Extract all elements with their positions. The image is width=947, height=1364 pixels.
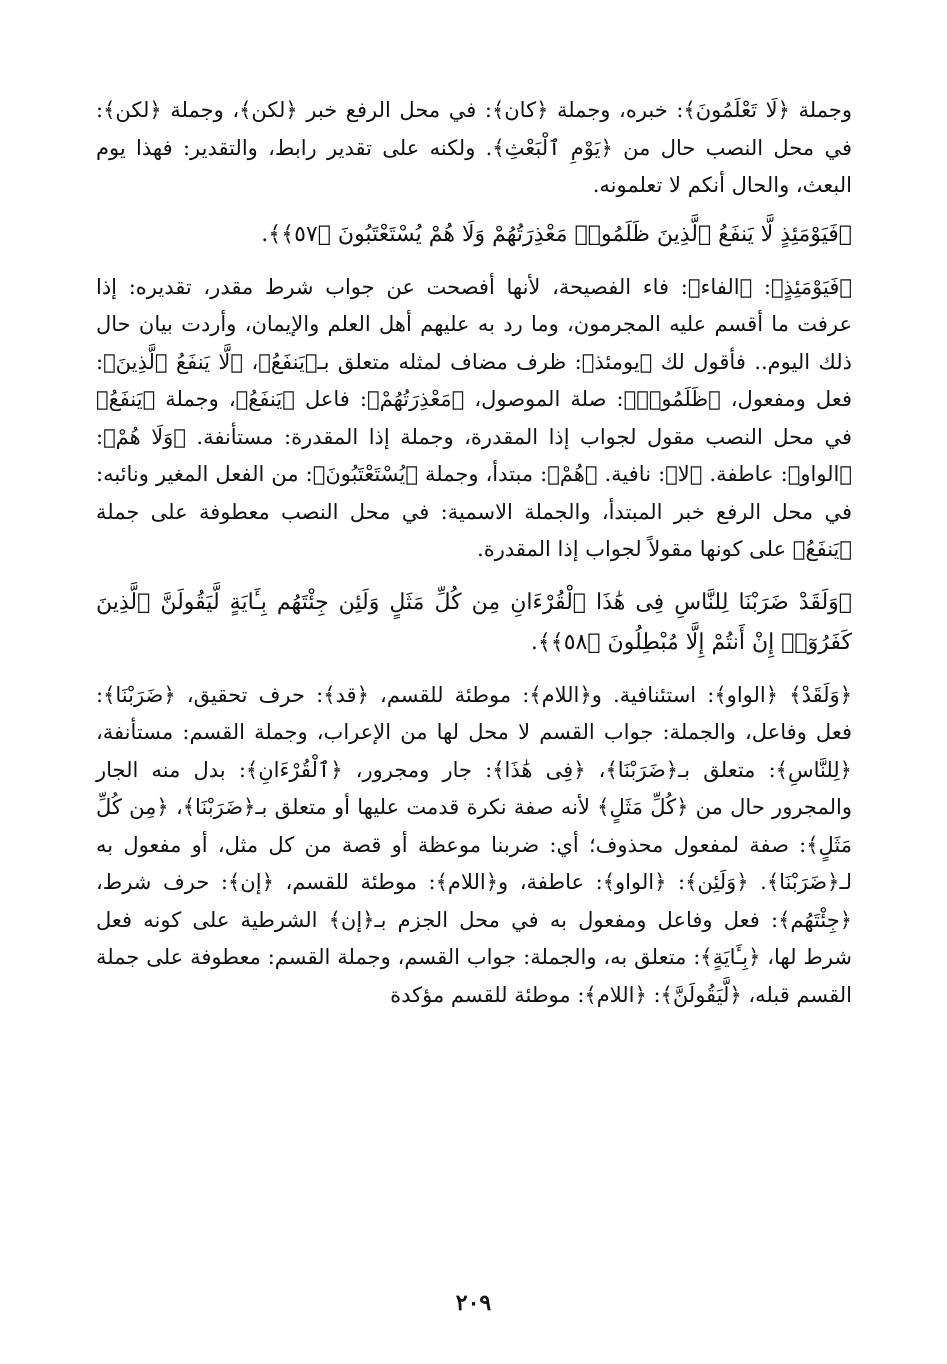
- paragraph-i3rab-verse-57: ﴿فَيَوْمَئِذٍ﴾: ﴿الفاء﴾: فاء الفصيحة، لأنها أفصحت عن جواب شرط مقدر، تقديره: إذا عرفت ما أقسم عليه المجرمون، وما رد به عليهم أهل العلم والإيمان، وأردت بيان حال ذلك اليوم.. فأقول لك ﴿يومئذ﴾: ظرف مضاف لمثله متعلق بـ﴿يَنفَعُ﴾، ﴿لَّا يَنفَعُ ٱلَّذِينَ﴾: فعل ومفعول، ﴿ظَلَمُوا۟﴾: صلة الموصول، ﴿مَعْذِرَتُهُمْ﴾: فاعل ﴿يَنفَعُ﴾، وجملة ﴿يَنفَعُ﴾ في محل النصب مقول لجواب إذا المقدرة، وجملة إذا المقدرة: مستأنفة. ﴿وَلَا هُمْ﴾: ﴿الواو﴾: عاطفة. ﴿لا﴾: نافية. ﴿هُمْ﴾: مبتدأ، وجملة ﴿يُسْتَعْتَبُونَ﴾: من الفعل المغير ونائبه: في محل الرفع خبر المبتدأ، والجملة الاسمية: في محل النصب معطوفة على جملة ﴿يَنفَعُ﴾ على كونها مقولاً لجواب إذا المقدرة.: [96, 274, 852, 561]
- paragraph-i3rab-intro: وجملة ﴿لَا تَعْلَمُونَ﴾: خبره، وجملة ﴿كان﴾: في محل الرفع خبر ﴿لكن﴾، وجملة ﴿لكن﴾: في محل النصب حال من ﴿يَوْمِ ٱلْبَعْثِ﴾. ولكنه على تقدير رابط، والتقدير: فهذا يوم البعث، والحال أنكم لا تعلمونه.: [96, 98, 852, 197]
- quran-verse-57: ﴿فَيَوْمَئِذٍ لَّا يَنفَعُ ٱلَّذِينَ ظَلَمُوا۟ مَعْذِرَتُهُمْ وَلَا هُمْ يُسْتَعْتَبُونَ ﴿٥٧﴾﴾.: [261, 221, 852, 247]
- paragraph-i3rab-verse-58: ﴿وَلَقَدْ﴾ ﴿الواو﴾: استئنافية. و﴿اللام﴾: موطئة للقسم، ﴿قد﴾: حرف تحقيق، ﴿ضَرَبْنَا﴾: فعل وفاعل، والجملة: جواب القسم لا محل لها من الإعراب، وجملة القسم: مستأنفة، ﴿لِلنَّاسِ﴾: متعلق بـ﴿ضَرَبْنَا﴾، ﴿فِى هَٰذَا﴾: جار ومجرور، ﴿ٱلْقُرْءَانِ﴾: بدل منه الجار والمجرور حال من ﴿كُلِّ مَثَلٍ﴾ لأنه صفة نكرة قدمت عليها أو متعلق بـ﴿ضَرَبْنَا﴾، ﴿مِن كُلِّ مَثَلٍ﴾: صفة لمفعول محذوف؛ أي: ضربنا موعظة أو قصة من كل مثل، أو مفعول به لـ﴿ضَرَبْنَا﴾. ﴿وَلَئِن﴾: ﴿الواو﴾: عاطفة، و﴿اللام﴾: موطئة للقسم، ﴿إن﴾: حرف شرط، ﴿جِئْتَهُم﴾: فعل وفاعل ومفعول به في محل الجزم بـ﴿إن﴾ الشرطية على كونه فعل شرط لها، ﴿بِـَٔايَةٍ﴾: متعلق به، والجملة: جواب القسم، وجملة القسم: معطوفة على جملة القسم قبله، ﴿لَّيَقُولَنَّ﴾: ﴿اللام﴾: موطئة للقسم مؤكدة: [96, 682, 852, 1007]
- page-number: ٢٠٩: [455, 1290, 492, 1316]
- page-body: [96, 92, 852, 1014]
- quran-verse-58: ﴿وَلَقَدْ ضَرَبْنَا لِلنَّاسِ فِى هَٰذَا ٱلْقُرْءَانِ مِن كُلِّ مَثَلٍ وَلَئِن جِئْتَهُم بِـَٔايَةٍ لَّيَقُولَنَّ ٱلَّذِينَ كَفَرُوٓا۟ إِنْ أَنتُمْ إِلَّا مُبْطِلُونَ ﴿٥٨﴾﴾.: [96, 589, 852, 655]
